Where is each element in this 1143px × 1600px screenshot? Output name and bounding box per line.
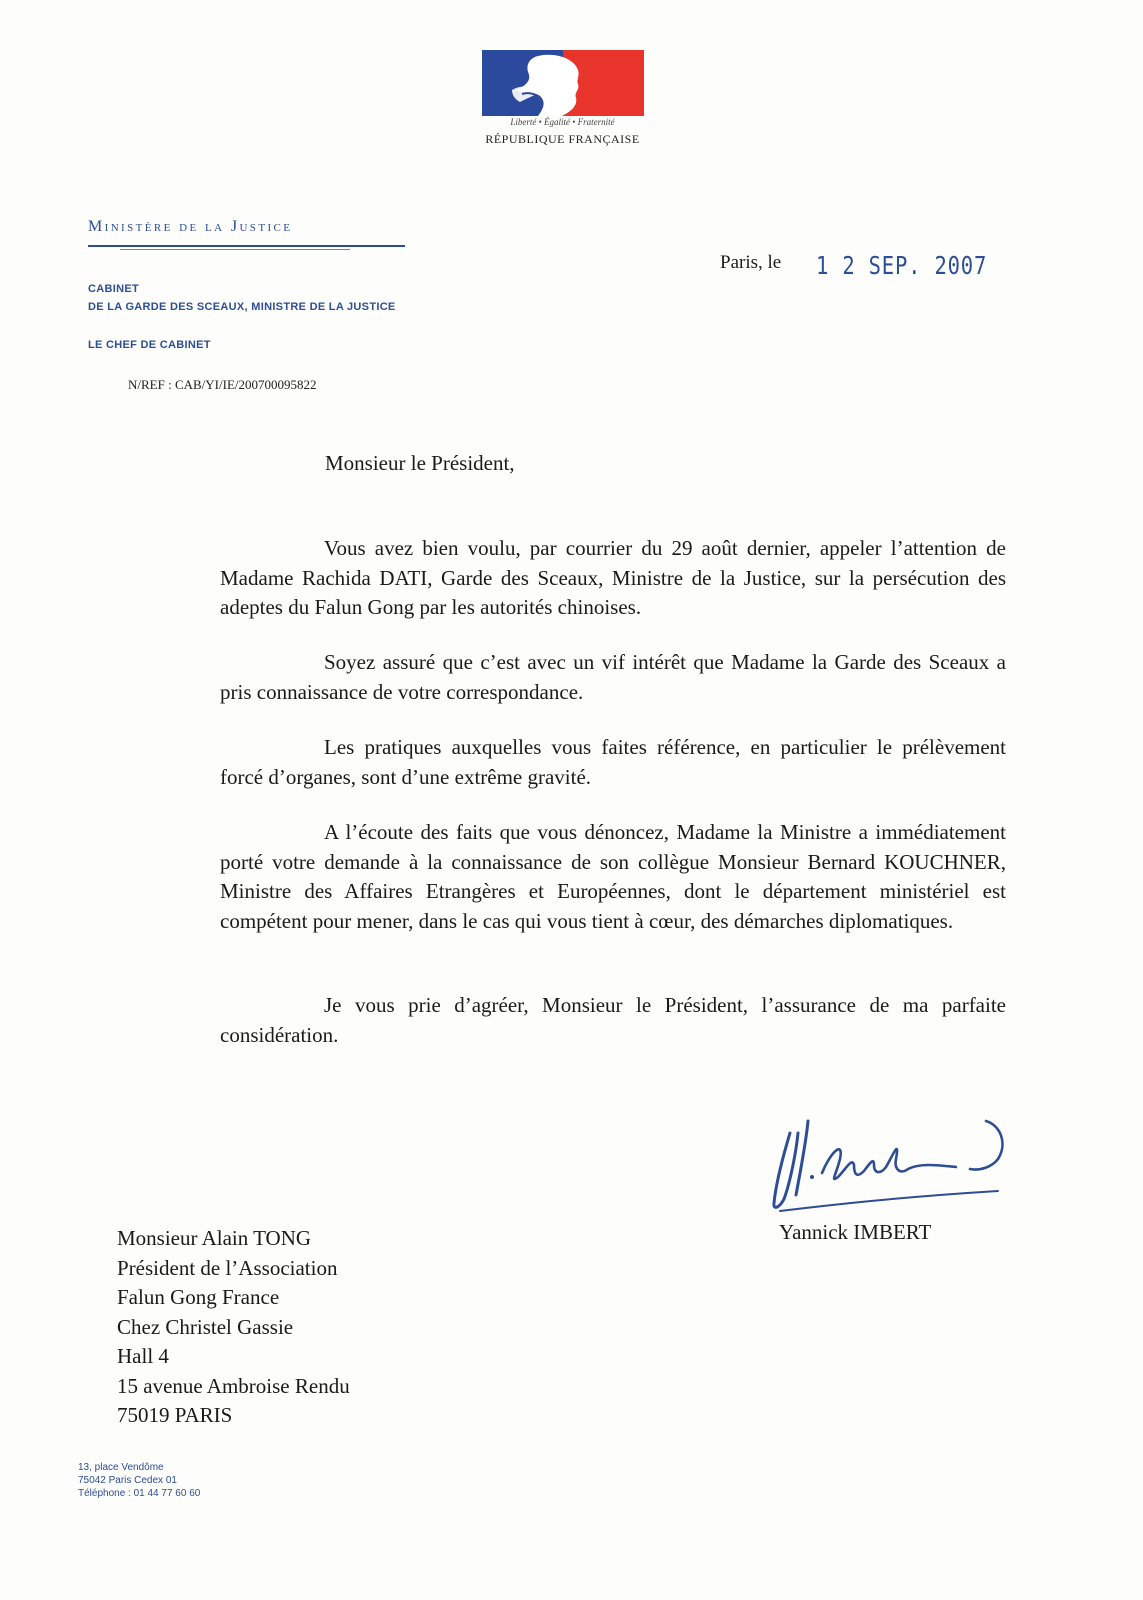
- recipient-address: [117, 1224, 350, 1431]
- footer-phone: Téléphone : 01 44 77 60 60: [78, 1488, 201, 1499]
- ministry-rule-thin: [120, 249, 350, 250]
- footer-address: 13, place Vendôme: [78, 1462, 164, 1473]
- salutation: Monsieur le Président,: [325, 451, 515, 475]
- address-line: Président de l’Association: [117, 1255, 338, 1280]
- marianne-logo-icon: [482, 50, 644, 116]
- republic-name: RÉPUBLIQUE FRANÇAISE: [485, 132, 640, 146]
- closing-paragraph: Je vous prie d’agréer, Monsieur le Président, l’assurance de ma parfaite considération.: [220, 993, 1006, 1047]
- date-prefix: Paris, le: [720, 252, 782, 273]
- cabinet-subtitle: DE LA GARDE DES SCEAUX, MINISTRE DE LA JUSTICE: [88, 301, 396, 313]
- signature-icon: [760, 1103, 1030, 1228]
- address-line: Falun Gong France: [117, 1285, 280, 1309]
- reference-number: N/REF : CAB/YI/IE/200700095822: [128, 377, 317, 392]
- ministry-title: Ministère de la Justice: [88, 218, 293, 235]
- paragraph: Vous avez bien voulu, par courrier du 29 août dernier, appeler l’attention de Madame Rachida DATI, Garde des Sceaux, Ministre de la Justice, sur la persécution des adeptes du Falun Gong par les autorités chinoises.: [220, 536, 1006, 619]
- footer-city: 75042 Paris Cedex 01: [78, 1475, 177, 1486]
- address-line: Monsieur Alain TONG: [117, 1226, 312, 1250]
- cabinet-line: CABINET: [88, 283, 139, 295]
- paragraph: Les pratiques auxquelles vous faites référence, en particulier le prélèvement forcé d’organes, sont d’une extrême gravité.: [220, 735, 1006, 789]
- republic-motto: Liberté • Égalité • Fraternité: [510, 117, 615, 127]
- address-line: Hall 4: [117, 1344, 169, 1368]
- signer-name: Yannick IMBERT: [779, 1220, 932, 1244]
- address-line: 75019 PARIS: [117, 1403, 233, 1427]
- paragraph: Soyez assuré que c’est avec un vif intérêt que Madame la Garde des Sceaux a pris connaissance de votre correspondance.: [220, 650, 1006, 704]
- address-line: 15 avenue Ambroise Rendu: [117, 1373, 350, 1398]
- address-line: Chez Christel Gassie: [117, 1314, 294, 1339]
- chef-de-cabinet: LE CHEF DE CABINET: [88, 339, 211, 351]
- date-stamp: 1 2 SEP. 2007: [816, 251, 988, 280]
- ministry-rule: [88, 245, 405, 247]
- ministry-footer: [78, 1461, 200, 1500]
- paragraph: A l’écoute des faits que vous dénoncez, Madame la Ministre a immédiatement porté votre demande à la connaissance de son collègue Monsieur Bernard KOUCHNER, Ministre des Affaires Etrangères et Européennes, dont le département ministériel est compétent pour mener, dans le cas qui vous tient à cœur, des démarches diplomatiques.: [220, 820, 1006, 933]
